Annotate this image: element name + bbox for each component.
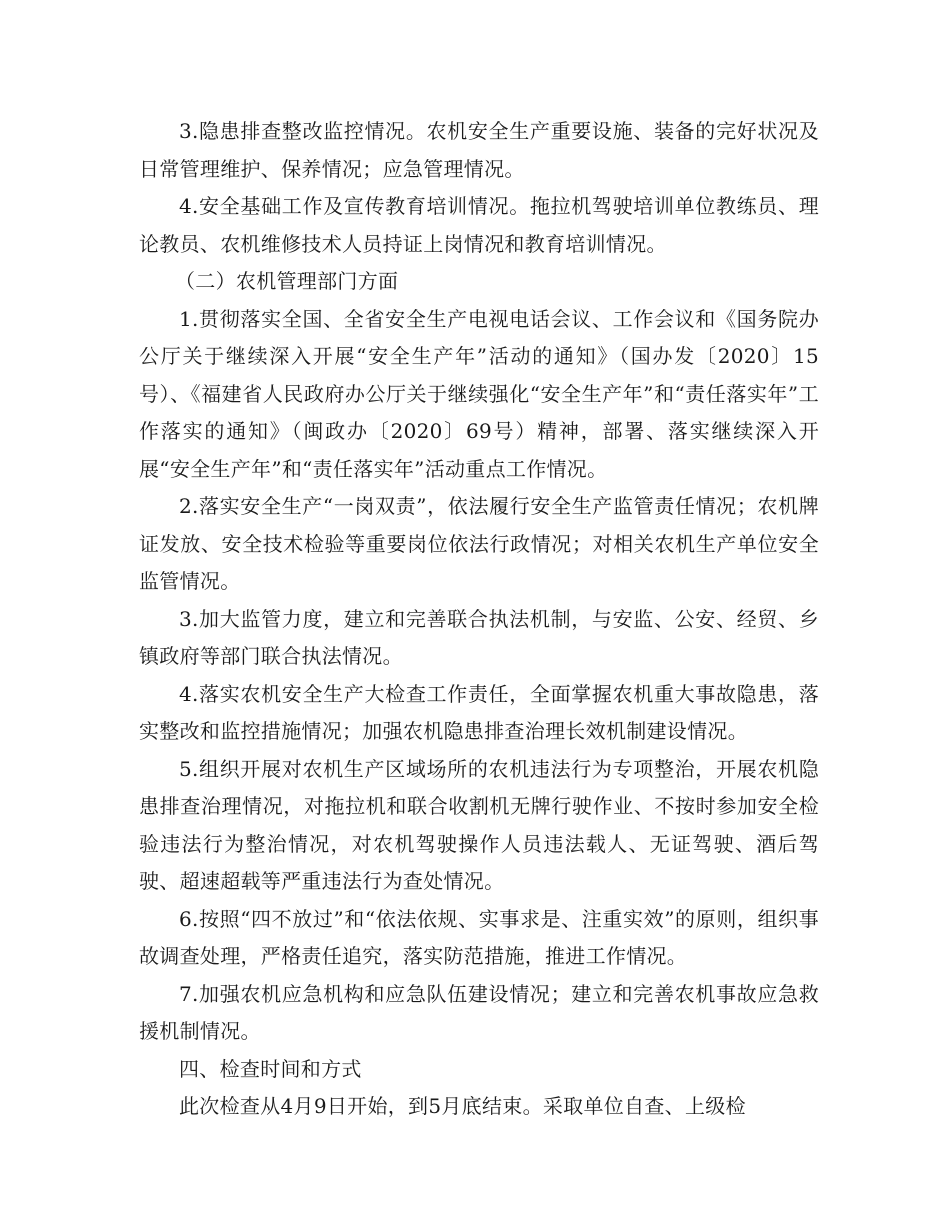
paragraph-dual-responsibility: 2.落实安全生产“一岗双责”，依法履行安全生产监管责任情况；农机牌证发放、安全技术检验等重要岗位依法行政情况；对相关农机生产单位安全监管情况。 <box>139 494 819 593</box>
paragraph-safety-training: 4.安全基础工作及宣传教育培训情况。拖拉机驾驶培训单位教练员、理论教员、农机维修技术人员持证上岗情况和教育培训情况。 <box>139 194 819 256</box>
paragraph-hazard-monitoring: 3.隐患排查整改监控情况。农机安全生产重要设施、装备的完好状况及日常管理维护、保养情况；应急管理情况。 <box>139 119 819 181</box>
paragraph-inspection-responsibility: 4.落实农机安全生产大检查工作责任，全面掌握农机重大事故隐患，落实整改和监控措施情况；加强农机隐患排查治理长效机制建设情况。 <box>139 681 819 743</box>
paragraph-emergency-response: 7.加强农机应急机构和应急队伍建设情况；建立和完善农机事故应急救援机制情况。 <box>139 981 819 1043</box>
paragraph-special-rectification: 5.组织开展对农机生产区域场所的农机违法行为专项整治，开展农机隐患排查治理情况，对拖拉机和联合收割机无牌行驶作业、不按时参加安全检验违法行为整治情况，对农机驾驶操作人员违法载人、无证驾驶、酒后驾驶、超速超载等严重违法行为查处情况。 <box>139 756 819 893</box>
section-heading-inspection-time: 四、检查时间和方式 <box>179 1056 362 1081</box>
paragraph-joint-enforcement: 3.加大监管力度，建立和完善联合执法机制，与安监、公安、经贸、乡镇政府等部门联合执法情况。 <box>139 606 819 668</box>
paragraph-accident-investigation: 6.按照“四不放过”和“依法依规、实事求是、注重实效”的原则，组织事故调查处理，严格责任追究，落实防范措施，推进工作情况。 <box>139 906 819 968</box>
paragraph-implement-notices: 1.贯彻落实全国、全省安全生产电视电话会议、工作会议和《国务院办公厅关于继续深入开展“安全生产年”活动的通知》（国办发〔2020〕15号）、《福建省人民政府办公厅关于继续强化“安全生产年”和“责任落实年”工作落实的通知》（闽政办〔2020〕69号）精神，部署、落实继续深入开展“安全生产年”和“责任落实年”活动重点工作情况。 <box>139 306 819 481</box>
document-body <box>139 113 819 1126</box>
section-heading-management-departments: （二）农机管理部门方面 <box>175 269 399 293</box>
paragraph-inspection-schedule: 此次检查从4月9日开始，到5月底结束。采取单位自查、上级检 <box>179 1094 746 1118</box>
